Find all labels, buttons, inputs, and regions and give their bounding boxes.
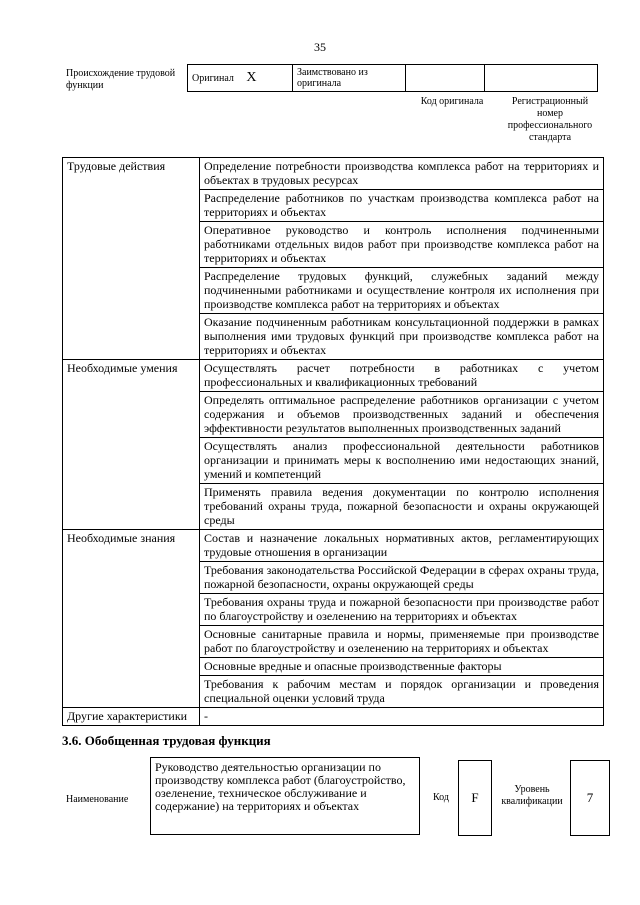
code-value: F	[458, 760, 492, 836]
qualification-level-value: 7	[570, 760, 610, 836]
original-code-cell	[406, 65, 485, 92]
name-label: Наименование	[66, 794, 129, 805]
list-item: Осуществлять расчет потребности в работниках с учетом профессиональных и квалификационных требований	[200, 360, 604, 392]
list-item: Осуществлять анализ профессиональной деятельности работников организации и принимать меры к восполнению ими недостающих знаний, умений и компетенций	[200, 438, 604, 484]
section-title-skills: Необходимые умения	[63, 360, 200, 530]
page-number: 35	[314, 40, 326, 54]
section-title-actions: Трудовые действия	[63, 158, 200, 360]
name-value: Руководство деятельностью организации по производству комплекса работ (благоустройство, озеленение, техническое обслуживание и содержание) на территориях и объектах	[150, 757, 420, 835]
registration-number-cell	[485, 65, 598, 92]
list-item: Применять правила ведения документации по контролю исполнения требований охраны труда, пожарной безопасности и охраны окружающей среды	[200, 484, 604, 530]
list-item: Оказание подчиненным работникам консультационной поддержки в рамках выполнения ими трудовых функций при производстве комплекса работ на территориях и объектах	[200, 314, 604, 360]
list-item: Основные санитарные правила и нормы, применяемые при производстве работ по благоустройству и озеленению на территориях и объектах	[200, 626, 604, 658]
origin-label: Происхождение трудовой функции	[66, 68, 176, 91]
list-item: Состав и назначение локальных нормативных актов, регламентирующих трудовые отношения в организации	[200, 530, 604, 562]
original-mark: X	[246, 70, 257, 85]
table-row	[63, 530, 604, 562]
list-item: Требования законодательства Российской Федерации в сферах охраны труда, пожарной безопасности, охраны окружающей среды	[200, 562, 604, 594]
list-item: Определять оптимальное распределение работников организации с учетом содержания и объемов производственных заданий и обеспечения эффективности результатов выполненных производственных заданий	[200, 392, 604, 438]
list-item: Оперативное руководство и контроль исполнения подчиненными работниками отдельных видов работ при производстве комплекса работ на территориях и объектах	[200, 222, 604, 268]
borrowed-cell: Заимствовано из оригинала	[293, 65, 406, 92]
code-label: Код	[433, 792, 449, 803]
original-label: Оригинал	[192, 73, 234, 84]
original-code-label: Код оригинала	[420, 96, 484, 107]
table-row	[63, 360, 604, 392]
list-item: Распределение работников по участкам производства комплекса работ на территориях и объектах	[200, 190, 604, 222]
list-item: Распределение трудовых функций, служебных заданий между подчиненными работниками и осуществление контроля их исполнения при производстве комплекса работ на территориях и объектах	[200, 268, 604, 314]
table-row	[63, 708, 604, 726]
registration-number-label: Регистрационный номер профессионального стандарта	[507, 96, 593, 143]
list-item: Определение потребности производства комплекса работ на территориях и объектах в трудовых ресурсах	[200, 158, 604, 190]
labor-function-table	[62, 157, 604, 726]
list-item: Основные вредные и опасные производственные факторы	[200, 658, 604, 676]
origin-table	[187, 64, 598, 92]
section-title-knowledge: Необходимые знания	[63, 530, 200, 708]
qualification-level-label: Уровень квалификации	[501, 784, 563, 807]
list-item: Требования к рабочим местам и порядок организации и проведения специальной оценки условий труда	[200, 676, 604, 708]
section-title-other: Другие характеристики	[63, 708, 200, 726]
original-cell	[188, 65, 293, 92]
section-heading: 3.6. Обобщенная трудовая функция	[62, 733, 271, 748]
list-item: Требования охраны труда и пожарной безопасности при производстве работ по благоустройству и озеленению на территориях и объектах	[200, 594, 604, 626]
list-item: -	[200, 708, 604, 726]
table-row	[63, 158, 604, 190]
